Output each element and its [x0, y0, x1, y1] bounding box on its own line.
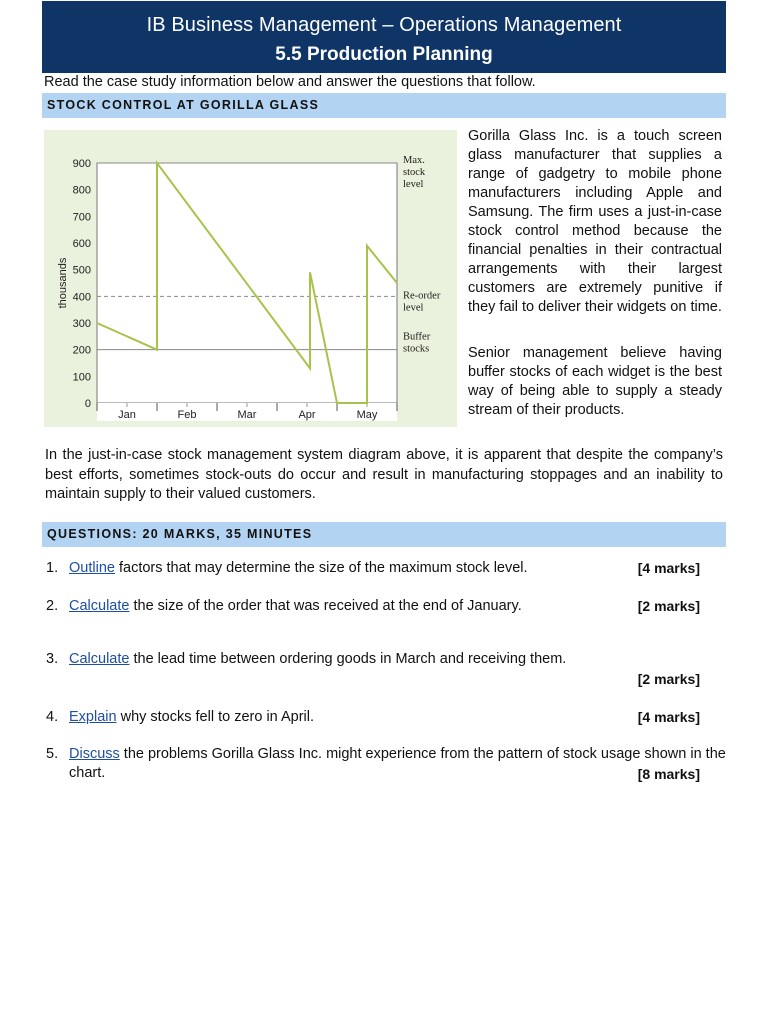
command-term: Calculate	[69, 651, 130, 667]
section-heading-stock-control: STOCK CONTROL AT GORILLA GLASS	[42, 93, 726, 118]
case-paragraph-1: Gorilla Glass Inc. is a touch screen glass manufacturer that supplies a range of gadgetry to mobile phone manufacturers including Apple and Samsung. The firm uses a just-in-case stock control method because the financial penalties in their contractual arrangements with their largest customers are extremely punitive if they fail to deliver their widgets on time.	[468, 128, 722, 315]
reference-line-label: Max. stock level	[403, 155, 426, 190]
x-tick-label: Apr	[298, 409, 316, 421]
question-text: factors that may determine the size of the maximum stock level.	[114, 560, 528, 576]
intro-text: Read the case study information below and answer the questions that follow.	[44, 74, 536, 90]
x-tick-label: Feb	[177, 409, 197, 421]
header-title: IB Business Management – Operations Management	[146, 14, 622, 36]
command-term: Outline	[69, 560, 115, 576]
x-tick-label: Jan	[118, 409, 136, 421]
stock-chart	[44, 130, 457, 427]
x-tick-label: Mar	[237, 409, 257, 421]
reference-line-label: Re-order level	[403, 290, 441, 314]
question-number: 1.	[46, 560, 59, 576]
question-marks: [4 marks]	[637, 560, 700, 576]
y-tick-label: 800	[72, 184, 91, 197]
y-tick-label: 200	[72, 344, 91, 357]
y-tick-label: 900	[72, 158, 91, 170]
y-tick-label: 0	[84, 398, 91, 410]
question-marks: [2 marks]	[637, 671, 700, 687]
y-tick-label: 400	[72, 291, 91, 304]
question-text: why stocks fell to zero in April.	[116, 709, 314, 725]
header-subtitle: 5.5 Production Planning	[275, 44, 493, 65]
x-tick-label: May	[356, 409, 378, 421]
question-marks: [4 marks]	[637, 709, 700, 725]
command-term: Discuss	[69, 746, 120, 762]
y-tick-label: 300	[72, 318, 91, 330]
command-term: Calculate	[69, 598, 130, 614]
stock-chart-svg	[44, 130, 457, 427]
y-tick-label: 600	[72, 238, 91, 250]
case-paragraph-2: Senior management believe having buffer stocks of each widget is the best way of being able to supply a steady stream of their products.	[468, 345, 722, 418]
case-paragraph-3: In the just-in-case stock management system diagram above, it is apparent that despite the company’s best efforts, sometimes stock-outs do occur and result in manufacturing stoppages and an inability to maintain supply to their valued customers.	[45, 447, 723, 502]
y-tick-label: 700	[72, 211, 91, 224]
question-number: 5.	[46, 746, 59, 762]
y-tick-label: 100	[72, 371, 91, 384]
y-axis-label: thousands	[57, 257, 69, 309]
question-marks: [8 marks]	[637, 766, 700, 782]
y-tick-label: 500	[72, 264, 91, 277]
question-text: the problems Gorilla Glass Inc. might experience from the pattern of stock usage shown in the chart.	[69, 746, 726, 781]
question-number: 4.	[46, 709, 59, 725]
command-term: Explain	[69, 709, 117, 725]
question-text: the size of the order that was received at the end of January.	[129, 598, 522, 614]
reference-line-label: Buffer stocks	[403, 331, 431, 355]
question-number: 3.	[46, 651, 59, 667]
page-header	[42, 1, 726, 73]
section-heading-questions: QUESTIONS: 20 MARKS, 35 MINUTES	[42, 522, 726, 547]
question-number: 2.	[46, 598, 59, 614]
question-marks: [2 marks]	[637, 598, 700, 614]
question-text: the lead time between ordering goods in March and receiving them.	[129, 651, 567, 667]
